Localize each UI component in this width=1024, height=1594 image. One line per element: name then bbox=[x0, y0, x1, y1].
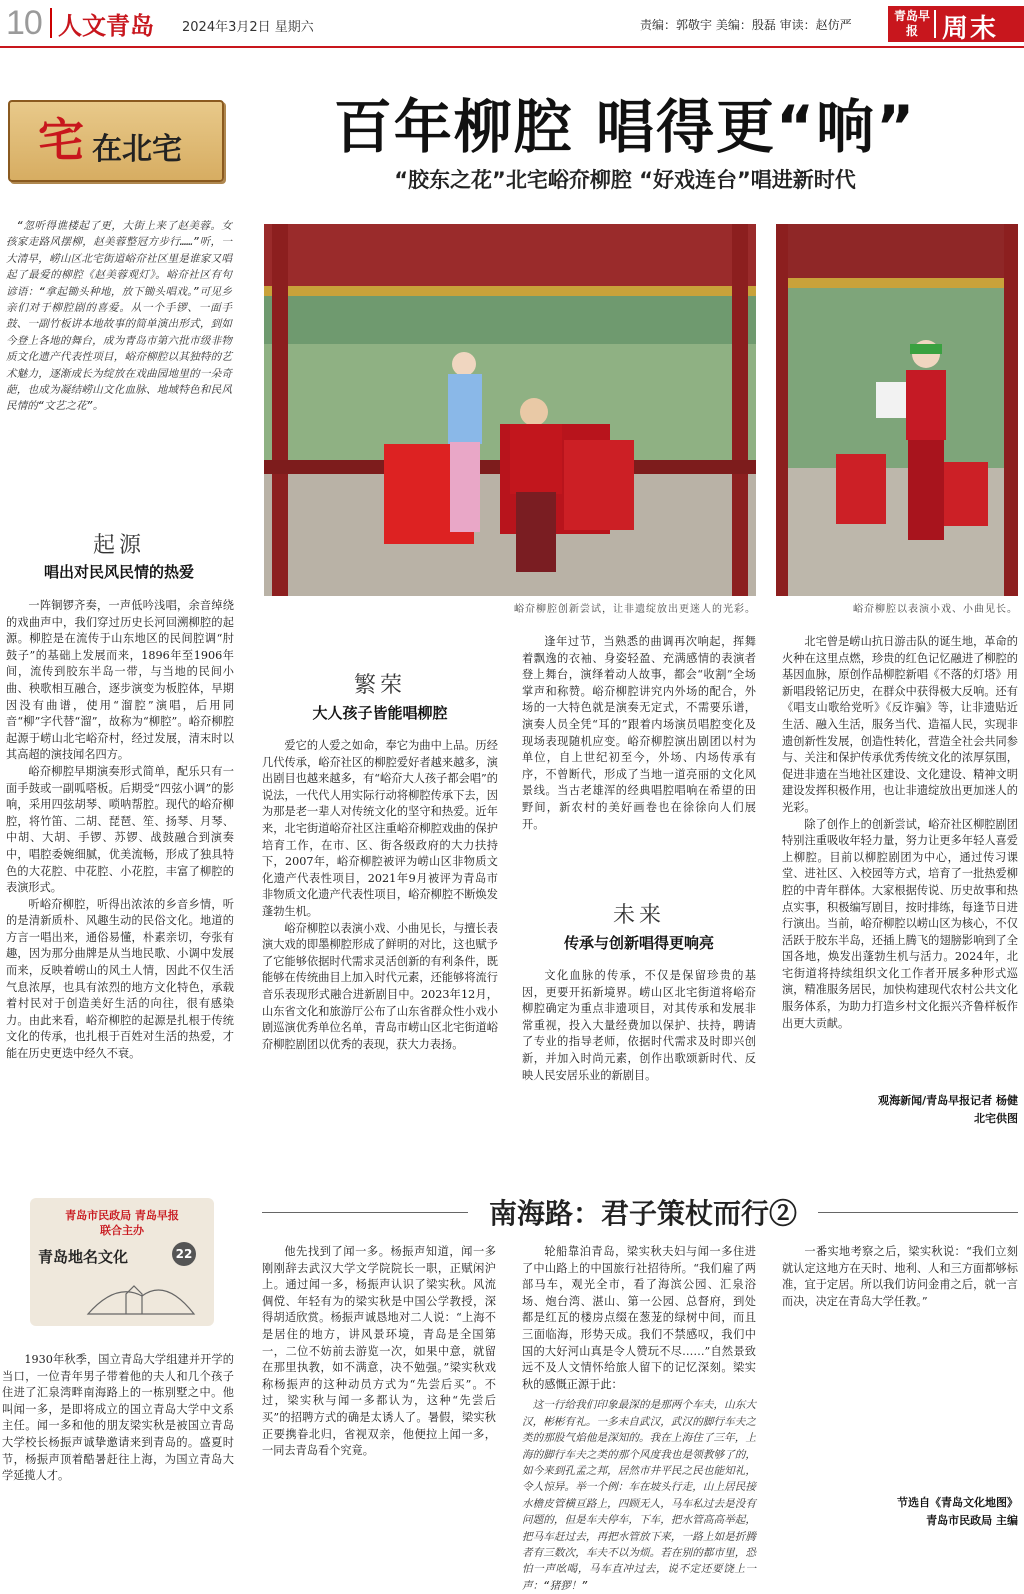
column-card bbox=[30, 1198, 214, 1326]
article-column-2 bbox=[262, 738, 498, 1130]
paragraph: 峪夼柳腔以表演小戏、小曲见长，与擅长表演大戏的即墨柳腔形成了鲜明的对比，这也赋予了它能够依据时代需求灵活创新的有利条件，既能够在传统曲目上加入时代元素，还能够将流行音乐表现形式融合进新剧目中。2023年12月，山东省文化和旅游厅公布了山东省群众性小戏小剧巡演优秀单位名单，青岛市崂山区北宅街道峪夼柳腔剧团以优秀的表现，获大力表扬。 bbox=[262, 921, 498, 1051]
page-number: 10 bbox=[6, 4, 42, 42]
logo-divider bbox=[934, 10, 936, 38]
paragraph: 峪夼柳腔早期演奏形式简单，配乐只有一面手鼓或一副呱嗒板。后期受“四弦小调”的影响，采用四弦胡琴、唢呐帮腔。现代的峪夼柳腔，将竹笛、二胡、琵琶、笙、扬琴、月琴、中胡、大胡、手锣、苏锣、战鼓融合到演奏中，唱腔委婉细腻，优美流畅，形成了独具特色的大花腔、中花腔、小花腔，丰富了柳腔的表演形式。 bbox=[6, 764, 234, 895]
section-subheading: 唱出对民风民情的热爱 bbox=[43, 563, 194, 581]
section-heading: 起源 bbox=[92, 533, 145, 558]
paragraph: 文化血脉的传承，不仅是保留珍贵的基因，更要开拓新境界。崂山区北宅街道将峪夼柳腔确定为重点非遗项目，对其传承和发展非常重视，投入大量经费加以保护、扶持，聘请了专业的指导老师，依据时代需求及时即兴创新，并加入时尚元素，创作出歌颂新时代、反映人民安居乐业的新剧目。 bbox=[522, 969, 756, 1082]
paragraph: 轮船靠泊青岛，梁实秋夫妇与闻一多住进了中山路上的中国旅行社招待所。“我们雇了两部马车，观光全市，看了海滨公园、汇泉浴场、炮台湾、湛山、第一公园、总督府，到处都是红瓦的楼房点缀在葱茏的绿树中间，而且三面临海，形势天成。我们不禁感叹，我们中国的大好河山真是令人赞玩不尽……”自然景致远不及人文情怀给旅人留下的记忆深刻。梁实秋的感慨正源于此： bbox=[522, 1245, 756, 1391]
card-issue-number: 22 bbox=[172, 1242, 196, 1266]
title-rule-right bbox=[818, 1212, 1018, 1213]
paragraph: 一阵铜锣齐奏，一声低吟浅唱，余音绰绕的戏曲声中，我们穿过历史长河回溯柳腔的起源。柳腔是在流传于山东地区的民间腔调“肘鼓子”的基础上发展而来，1896年至1906年间，流传到胶东半岛一带，与当地的民间小曲、秧歌相互融合，逐步演变为板腔体，早期因没有曲谱，使用“溜腔”演唱，后用同音“柳”字代替“溜”，故称为“柳腔”。峪夼柳腔起源于崂山北宅峪夼村，经过发展，清末时以其高超的演技闻名四方。 bbox=[6, 599, 234, 762]
newspaper-logo bbox=[888, 6, 1024, 42]
header-divider bbox=[50, 8, 52, 38]
card-org-text: 青岛市民政局 青岛早报 bbox=[65, 1209, 179, 1222]
logo-name: 青岛早报 bbox=[894, 9, 931, 38]
logo-edition: 周末 bbox=[942, 14, 999, 44]
bottom-editor: 青岛市民政局 主编 bbox=[926, 1514, 1018, 1527]
card-host-text: 联合主办 bbox=[100, 1224, 144, 1237]
editor-credits: 责编：郭敬宇 美编：殷磊 审读：赵仿严 bbox=[640, 18, 852, 32]
paragraph: 1930年秋季，国立青岛大学组建并开学的当口，一位青年男子带着他的夫人和几个孩子住进了汇泉湾畔南海路上的一栋别墅之中。他叫闻一多，是即将成立的国立青岛大学中文系主任。闻一多和他的朋友梁实秋是被国立青岛大学校长杨振声诚挚邀请来到青岛的。盛夏时节，杨振声顶着酷暑赶往上海，为国立青岛大学延揽人才。 bbox=[2, 1353, 234, 1483]
column-badge-text: 在北宅 bbox=[92, 132, 182, 167]
article-column-1 bbox=[6, 598, 234, 1132]
article-column-3 bbox=[522, 634, 756, 888]
quoted-passage bbox=[522, 1397, 756, 1594]
bottom-column-1 bbox=[2, 1352, 234, 1528]
paragraph: 逢年过节，当熟悉的曲调再次响起，挥舞着飘逸的衣袖、身姿轻盈、充满感情的表演者登上舞台，演绎着动人故事，都会“收割”全场掌声和称赞。峪夼柳腔讲究内外场的配合，外场的一大特色就是演奏无定式，不需要乐谱，演奏人员全凭“耳的”跟着内场演员唱腔变化及现场表现随机应变。峪夼柳腔演出剧团以村为单位，自上世纪初至今，外场、内场传承有序，不曾断代，形成了当地一道亮丽的文化风景线。当古老雄浑的经典唱腔唱响在希望的田野间，新农村的美好画卷也在徐徐向人们展开。 bbox=[522, 635, 756, 831]
bottom-column-4 bbox=[782, 1244, 1018, 1492]
opera-performer-photo bbox=[776, 224, 1018, 596]
section-subheading: 大人孩子皆能唱柳腔 bbox=[312, 704, 448, 722]
issue-date: 2024年3月2日 星期六 bbox=[182, 20, 314, 35]
bottom-column-3 bbox=[522, 1244, 756, 1592]
section-title: 人文青岛 bbox=[58, 12, 154, 40]
bottom-column-2 bbox=[262, 1244, 496, 1528]
title-rule-left bbox=[262, 1212, 468, 1213]
bottom-source: 节选自《青岛文化地图》 bbox=[897, 1496, 1018, 1509]
section-heading: 繁荣 bbox=[353, 673, 406, 698]
column-badge bbox=[8, 100, 224, 182]
paragraph: 听峪夼柳腔，听得出浓浓的乡音乡情，听的是清新质朴、风趣生动的民俗文化。地道的方言一唱出来，通俗易懂，朴素亲切，夸张有趣，因为那分曲牌是从当地民歌、小调中发展而来，反映着崂山的风土人情，因此不仅生活气息浓厚，也具有浓烈的地方文化特色，承载着村民对于创造美好生活的向往，很有感染力。由此来看，峪夼柳腔的起源是扎根于传统文化的传承，也扎根于百姓对生活的热爱，才能在历史更迭中经久不衰。 bbox=[6, 897, 234, 1061]
article-byline: 观海新闻/青岛早报记者 杨健 bbox=[878, 1094, 1018, 1107]
article-column-4 bbox=[782, 634, 1018, 1090]
lead-paragraph: “忽听得谯楼起了更，大街上来了赵美蓉。女孩家走路风摆柳，赵美蓉整冠方步行……”听，一大清早，崂山区北宅街道峪夼社区里是谁家又唱起了最爱的柳腔《赵美蓉观灯》。峪夼社区有句谚语：“拿起锄头种地，放下锄头唱戏。”可见乡亲们对于柳腔剧的喜爱。从一个手锣、一面手鼓、一副竹板讲本地故事的简单演出形式，到如今登上各地的舞台，成为青岛市第六批市级非物质文化遗产代表性项目，峪夼柳腔以其独特的艺术魅力，逐渐成长为绽放在戏曲园地里的一朵奇葩，也成为凝结崂山文化血脉、地域特色和民风民情的“文艺之花”。 bbox=[6, 220, 232, 413]
article-subheadline: “胶东之花”北宅峪夼柳腔 “好戏连台”唱进新时代 bbox=[394, 168, 856, 192]
paragraph: 他先找到了闻一多。杨振声知道，闻一多刚刚辞去武汉大学文学院院长一职，正赋闲沪上。通过闻一多，杨振声认识了梁实秋。风流倜傥、年轻有为的梁实秋是中国公学教授，深得胡适欣赏。杨振声诚恳地对二人说：“上海不是居住的地方，讲风景环境，青岛是全国第一，二位不妨前去游览一次，如果中意，就留在那里执教，如不满意，决不勉强。”梁实秋戏称杨振声的这种动员方式为“先尝后买”。不过，梁实秋与闻一多都认为，这种“先尝后买”的招聘方式的确是太诱人了。暑假，梁实秋正要携眷北归，省视双亲，他便拉上闻一多，一同去青岛看个究竟。 bbox=[262, 1245, 496, 1458]
photo-credit: 北宅供图 bbox=[974, 1112, 1018, 1125]
paragraph: 爱它的人爱之如命，奉它为曲中上品。历经几代传承，峪夼社区的柳腔爱好者越来越多，演出剧目也越来越多，有“峪夼大人孩子都会唱”的说法，一代代人用实际行动将柳腔传承下去，因为那是老一辈人对传统文化的坚守和热爱。近年来，北宅街道峪夼社区注重峪夼柳腔戏曲的保护培育工作，在市、区、街各级政府的大力扶持下，2007年，峪夼柳腔被评为崂山区非物质文化遗产代表性项目，2021年9月被评为青岛市非物质文化遗产代表性项目，峪夼柳腔不断焕发蓬勃生机。 bbox=[262, 739, 498, 918]
section-heading: 未来 bbox=[612, 903, 665, 928]
paragraph: 除了创作上的创新尝试，峪夼社区柳腔剧团特别注重吸收年轻力量，努力让更多年轻人喜爱上柳腔。目前以柳腔剧团为中心，通过传习课堂、进社区、入校园等方式，培育了一批热爱柳腔的中青年群体。大家根据传说、历史故事和热点实事，积极编写剧目，按时排练，每逢节日进行演出。当前，峪夼柳腔以崂山区为核心，不仅活跃于胶东半岛，还插上腾飞的翅膀影响到了全国各地，焕发出蓬勃生机与活力。2024年，北宅街道将持续组织文化工作者开展多种形式巡演，精准服务居民，加快构建现代农村公共文化服务体系，为助力打造乡村文化振兴齐鲁样板作出更大贡献。 bbox=[782, 817, 1018, 1030]
opera-stage-photo bbox=[264, 224, 756, 596]
section-subheading: 传承与创新唱得更响亮 bbox=[563, 934, 714, 952]
landmark-sketch-icon bbox=[86, 1272, 196, 1316]
card-organizers bbox=[30, 1208, 214, 1238]
photo-caption: 峪夼柳腔创新尝试，让非遗绽放出更迷人的光彩。 bbox=[514, 604, 756, 615]
article-lead bbox=[6, 218, 232, 415]
article-headline: 百年柳腔 唱得更“响” bbox=[333, 93, 917, 161]
paragraph: 一番实地考察之后，梁实秋说：“我们立刻就认定这地方在天时、地利、人和三方面都够标准，宜于定居。所以我们访问金甫之后，就一言而决，决定在青岛大学任教。” bbox=[782, 1245, 1018, 1308]
bottom-article-title: 南海路：君子策杖而行② bbox=[488, 1197, 797, 1230]
card-column-name: 青岛地名文化 bbox=[38, 1248, 129, 1266]
quote-paragraph: 这一行给我们印象最深的是那两个车夫，山东大汉，彬彬有礼。一多未自武汉，武汉的脚行车夫之类的那股气焰他是深知的。我在上海住了三年，上海的脚行车夫之类的那个风度我也是领教够了的，如今来到孔孟之邦，居然市井平民之民也能知礼，令人惊异。举一个例：车在坡头行走，山上居民接水檐皮管横亘路上，四顾无人，马车私过去是没有问题的，但是车夫停车，下车，把水管高高举起，把马车赶过去，再把水管放下来，一路上如是折腾者有三数次，车夫不以为烦。若在别的都市里，恐怕一声吆喝，马车直冲过去，说不定还要饶上一声：“猪猡！” bbox=[522, 1399, 756, 1592]
column-badge-char: 宅 bbox=[38, 113, 84, 167]
header-rule bbox=[0, 46, 1024, 48]
photo-caption: 峪夼柳腔以表演小戏、小曲见长。 bbox=[853, 604, 1018, 615]
paragraph: 北宅曾是崂山抗日游击队的诞生地，革命的火种在这里点燃，珍贵的红色记忆融进了柳腔的基因血脉，原创作品柳腔新唱《不落的灯塔》用新唱段铭记历史，在群众中获得极大反响。还有《唱支山歌给党听》《反诈骗》等，让非遗贴近生活、融入生活，服务当代、造福人民，实现非遗创新性发展，创造性转化，营造全社会共同参与、关注和保护传承优秀传统文化的浓厚氛围，促进非遗在当地社区建设、文化建设、精神文明建设发挥积极作用，也让非遗绽放出更加迷人的光彩。 bbox=[782, 635, 1018, 814]
article-column-3b bbox=[522, 968, 756, 1130]
